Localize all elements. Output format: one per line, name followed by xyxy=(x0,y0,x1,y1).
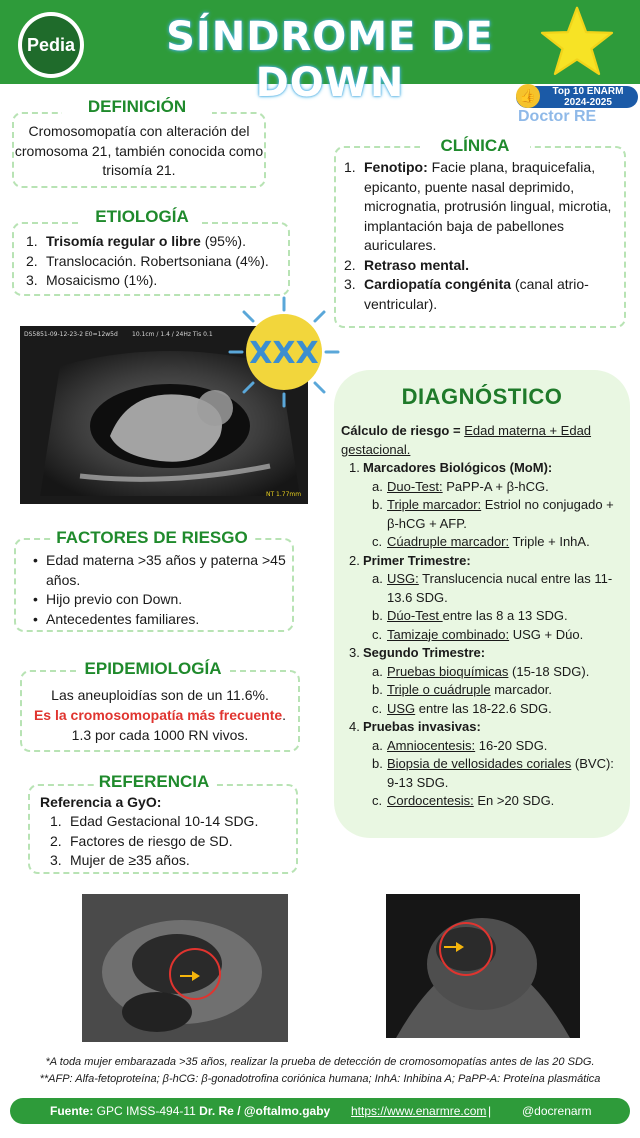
item-text: Mosaicismo (1%). xyxy=(46,272,158,288)
item-text: Mujer de ≥35 años. xyxy=(70,852,190,868)
referencia-item xyxy=(50,832,290,852)
item-letter: c. xyxy=(372,534,383,549)
item-bold: Fenotipo: xyxy=(364,159,428,175)
item-underlined: Triple o cuádruple xyxy=(387,682,491,697)
item-letter: a. xyxy=(372,571,383,586)
clinica-list xyxy=(344,158,618,314)
item-text: (canal atrio-ventricular). xyxy=(364,276,589,312)
section-title: Segundo Trimestre: xyxy=(363,645,486,660)
item-underlined: Cordocentesis: xyxy=(387,793,474,808)
us-overlay-mid: 10.1cm / 1.4 / 24Hz Tis 0.1 xyxy=(132,331,213,338)
item-letter: b. xyxy=(372,756,383,771)
footer-bar xyxy=(10,1098,630,1124)
sun-label: XXX xyxy=(249,336,319,371)
etiologia-item xyxy=(26,252,288,272)
referencia-title: REFERENCIA xyxy=(94,772,214,792)
item-underlined: USG xyxy=(387,700,416,716)
epidemiologia-line1: Las aneuploidías son de un 11.6%. xyxy=(51,687,269,703)
ultrasound-image-right xyxy=(386,894,580,1038)
footer-separator: | xyxy=(488,1104,492,1118)
diagnostico-item xyxy=(341,496,623,533)
etiologia-item xyxy=(26,271,288,291)
item-underlined: Cúadruple marcador: xyxy=(387,534,510,549)
diagnostico-section xyxy=(341,552,623,571)
item-text: (BVC): 9-13 SDG. xyxy=(387,756,614,790)
item-letter: b. xyxy=(372,682,383,697)
section-number: 2. xyxy=(349,552,360,568)
section-number: 3. xyxy=(349,645,360,660)
thumbs-up-icon: 👍 xyxy=(516,84,540,108)
diagnostico-item xyxy=(341,626,623,645)
ultrasound-right-graphic xyxy=(386,894,580,1038)
item-letter: a. xyxy=(372,663,383,679)
item-text: 16-20 SDG. xyxy=(475,737,548,753)
item-number: 3. xyxy=(26,272,38,288)
item-number: 3. xyxy=(344,276,356,292)
diagnostico-panel xyxy=(334,370,630,838)
item-text: (15-18 SDG). xyxy=(508,663,590,679)
footer-handle[interactable]: @docrenarm xyxy=(522,1104,592,1118)
item-underlined: Tamizaje combinado: xyxy=(387,626,510,642)
item-underlined: Pruebas bioquímicas xyxy=(387,663,509,679)
badge-line2: 2024-2025 xyxy=(564,97,612,108)
definicion-text: Cromosomopatía con alteración del cromosoma 21, también conocida como trisomía 21. xyxy=(14,123,264,178)
clinica-item xyxy=(344,275,618,314)
clinica-item xyxy=(344,256,618,276)
diagnostico-item xyxy=(341,607,623,626)
item-text: USG + Dúo. xyxy=(509,626,584,642)
referencia-item xyxy=(50,851,290,871)
clinica-title: CLÍNICA xyxy=(420,136,530,156)
item-number: 1. xyxy=(344,159,356,175)
footer-url-link[interactable]: https://www.enarmre.com xyxy=(351,1104,487,1118)
item-bold: Trisomía regular o libre xyxy=(46,233,201,249)
item-text: Factores de riesgo de SD. xyxy=(70,832,233,849)
factores-list xyxy=(30,551,290,629)
referencia-list xyxy=(50,812,290,871)
section-number: 4. xyxy=(349,719,360,734)
item-letter: b. xyxy=(372,497,383,512)
diagnostico-item xyxy=(341,681,623,700)
item-text: Facie plana, braquicefalia, epicanto, puente nasal deprimido, micrognatia, protrusión lingual, microtia, implantación baja de pabellones auriculares. xyxy=(364,159,612,253)
item-text: marcador. xyxy=(490,682,552,697)
factores-title: FACTORES DE RIESGO xyxy=(52,528,252,548)
footer-source: Fuente: GPC IMSS-494-11 Dr. Re / @oftalmo.gaby xyxy=(50,1104,331,1118)
item-number: 2. xyxy=(50,832,62,849)
diagnostico-section xyxy=(341,459,623,478)
item-letter: a. xyxy=(372,737,383,753)
item-text: Edad Gestacional 10-14 SDG. xyxy=(70,813,259,829)
diagnostico-item xyxy=(341,755,623,792)
diagnostico-body xyxy=(341,422,623,811)
item-number: 1. xyxy=(26,233,38,249)
us-overlay-nt: NT 1.77mm xyxy=(266,491,302,498)
footnote-2: **AFP: Alfa-fetoproteína; β-hCG: β-gonadotrofina coriónica humana; InhA: Inhibina A; PaPP-A: Proteína plasmática xyxy=(39,1073,601,1085)
diagnostico-intro: Cálculo de riesgo = Edad materna + Edad gestacional. xyxy=(341,423,592,457)
us-overlay-left: DS5851-09-12-23-2 E0=12w5d xyxy=(24,331,118,338)
page-title: SÍNDROME DE DOWN xyxy=(166,14,494,106)
item-text: entre las 18-22.6 SDG. xyxy=(415,700,552,716)
footnote-1: *A toda mujer embarazada >35 años, realizar la prueba de detección de cromosomopatías antes de las 20 SDG. xyxy=(45,1056,595,1068)
item-text: Triple + InhA. xyxy=(509,534,590,549)
pedia-logo xyxy=(18,12,84,78)
item-letter: c. xyxy=(372,700,383,716)
ultrasound-image-left xyxy=(82,894,288,1042)
diagnostico-title: DIAGNÓSTICO xyxy=(401,384,563,409)
factor-item: • Antecedentes familiares. xyxy=(30,610,290,630)
logo-text: Pedia xyxy=(22,16,80,74)
diagnostico-item xyxy=(341,737,623,756)
item-text: Translucencia nucal entre las 11-13.6 SDG. xyxy=(387,571,613,605)
epidemiologia-title: EPIDEMIOLOGÍA xyxy=(78,659,228,679)
item-text: (95%). xyxy=(200,233,246,249)
item-letter: b. xyxy=(372,608,383,623)
item-underlined: Dúo-Test xyxy=(387,608,443,623)
epidemiologia-line3: 1.3 por cada 1000 RN vivos. xyxy=(71,727,249,743)
item-underlined: Triple marcador: xyxy=(387,497,482,512)
ultrasound-left-graphic xyxy=(82,894,288,1042)
item-text: entre las 8 a 13 SDG. xyxy=(442,608,568,623)
item-text: En >20 SDG. xyxy=(473,793,555,808)
item-number: 2. xyxy=(26,252,38,269)
factor-item: • Hijo previo con Down. xyxy=(30,590,290,610)
brand-doctor-re: Doctor RE xyxy=(518,108,597,125)
diagnostico-item xyxy=(341,478,623,497)
item-underlined: Duo-Test: xyxy=(387,478,443,494)
etiologia-item xyxy=(26,232,288,252)
item-bold: Retraso mental. xyxy=(364,256,470,273)
item-number: 3. xyxy=(50,852,62,868)
diagnostico-item xyxy=(341,792,623,811)
referencia-subtitle: Referencia a GyO: xyxy=(40,794,162,810)
diagnostico-item xyxy=(341,700,623,719)
epidemiologia-line2: Es la cromosomopatía más frecuente. xyxy=(33,707,287,723)
star-icon xyxy=(538,4,616,80)
diagnostico-item xyxy=(341,533,623,552)
factor-item: • Edad materna >35 años y paterna >45 años. xyxy=(30,551,290,590)
enarm-badge xyxy=(500,86,640,130)
item-number: 2. xyxy=(344,256,356,273)
footnotes xyxy=(10,1054,630,1088)
section-number: 1. xyxy=(349,460,360,475)
etiologia-title: ETIOLOGÍA xyxy=(82,207,202,227)
item-text: Estriol no conjugado + β-hCG + AFP. xyxy=(387,497,614,531)
diagnostico-item xyxy=(341,570,623,607)
item-letter: c. xyxy=(372,793,383,808)
diagnostico-section xyxy=(341,718,623,737)
diagnostico-section xyxy=(341,644,623,663)
item-underlined: Biopsia de vellosidades coriales xyxy=(387,756,572,771)
item-bold: Cardiopatía congénita xyxy=(364,276,512,292)
section-title: Primer Trimestre: xyxy=(363,552,471,568)
item-letter: c. xyxy=(372,626,383,642)
section-title: Pruebas invasivas: xyxy=(363,719,481,734)
diagnostico-item xyxy=(341,663,623,682)
definicion-title: DEFINICIÓN xyxy=(62,97,212,117)
item-underlined: USG: xyxy=(387,571,419,586)
item-letter: a. xyxy=(372,478,383,494)
chromosome-sun-icon xyxy=(228,296,340,408)
section-title: Marcadores Biológicos (MoM): xyxy=(363,460,553,475)
item-underlined: Amniocentesis: xyxy=(387,737,476,753)
item-number: 1. xyxy=(50,813,62,829)
badge-line1: Top 10 ENARM xyxy=(552,86,624,97)
item-text: Translocación. Robertsoniana (4%). xyxy=(46,252,269,269)
referencia-item xyxy=(50,812,290,832)
clinica-item xyxy=(344,158,618,256)
item-text: PaPP-A + β-hCG. xyxy=(442,478,549,494)
etiologia-list xyxy=(26,232,288,291)
